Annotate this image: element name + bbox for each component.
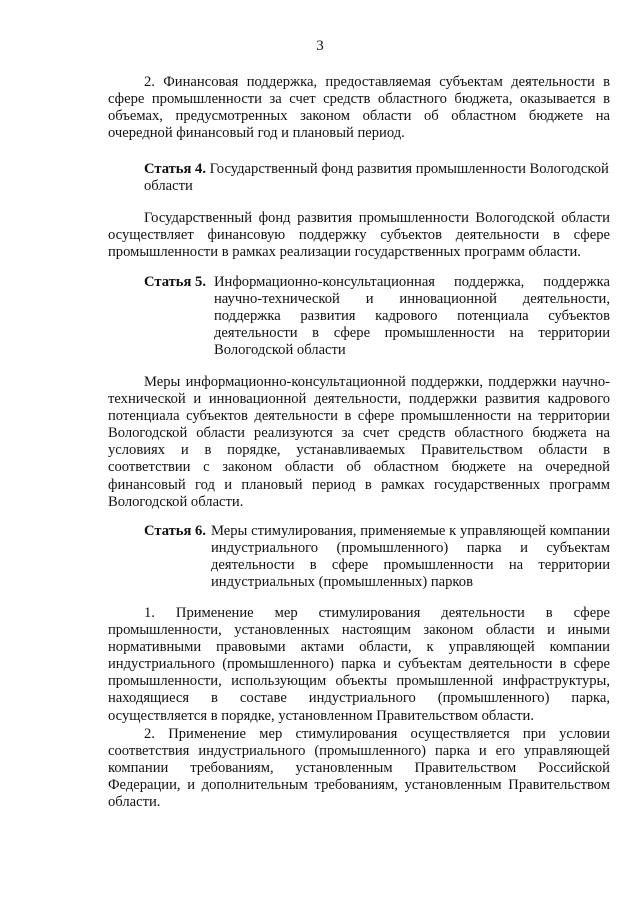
article-6-title: Меры стимулирования, применяемые к управляющей компании индустриального (промышленного) парка и субъектам деятельности в сфере промышленности на территории индустриальных (промышленных) парков (211, 523, 610, 591)
article-6-paragraph-1: 1. Применение мер стимулирования деятельности в сфере промышленности, установленных настоящим законом области и иными нормативными правовыми актами области, к управляющей компании индустриального (промышленного) парка и субъектам деятельности в сфере промышленности, использующим объекты промышленной инфраструктуры, находящиеся в составе индустриального (промышленного) парка, осуществляется в порядке, установленном Правительством области. (108, 605, 610, 724)
article-3-paragraph-2: 2. Финансовая поддержка, предоставляемая субъектам деятельности в сфере промышленности за счет средств областного бюджета, оказывается в объемах, предусмотренных законом области об областном бюджете на очередной финансовый год и плановый период. (108, 74, 610, 142)
page-number: 3 (316, 38, 324, 54)
article-4-title: Государственный фонд развития промышленности Вологодской области (144, 161, 609, 195)
article-4-heading (108, 161, 610, 195)
article-6-heading (108, 523, 610, 591)
article-5-title: Информационно-консультационная поддержка, поддержка научно-технической и инновационной деятельности, поддержка развития кадрового потенциала субъектов деятельности в сфере промышленности на территории Вологодской области (214, 274, 610, 359)
article-6-paragraph-2: 2. Применение мер стимулирования осуществляется при условии соответствия индустриального (промышленного) парка и его управляющей компании требованиям, установленным Правительством Российской Федерации, и дополнительным требованиям, установленным Правительством области. (108, 726, 610, 811)
article-6-label: Статья 6. (144, 523, 206, 539)
article-5-heading (108, 274, 610, 359)
article-5-label: Статья 5. (144, 274, 206, 290)
article-5-text: Меры информационно-консультационной поддержки, поддержки научно-технической и инновационной деятельности, поддержки развития кадрового потенциала субъектов деятельности в сфере промышленности на территории Вологодской области реализуются за счет средств областного бюджета на условиях и в порядке, устанавливаемых Правительством области в соответствии с законом области об областном бюджете на очередной финансовый год и плановый период в рамках государственных программ Вологодской области. (108, 374, 610, 510)
article-4-label: Статья 4. (144, 161, 206, 177)
article-4-text: Государственный фонд развития промышленности Вологодской области осуществляет финансовую поддержку субъектов деятельности в сфере промышленности в рамках реализации государственных программ области. (108, 210, 610, 261)
